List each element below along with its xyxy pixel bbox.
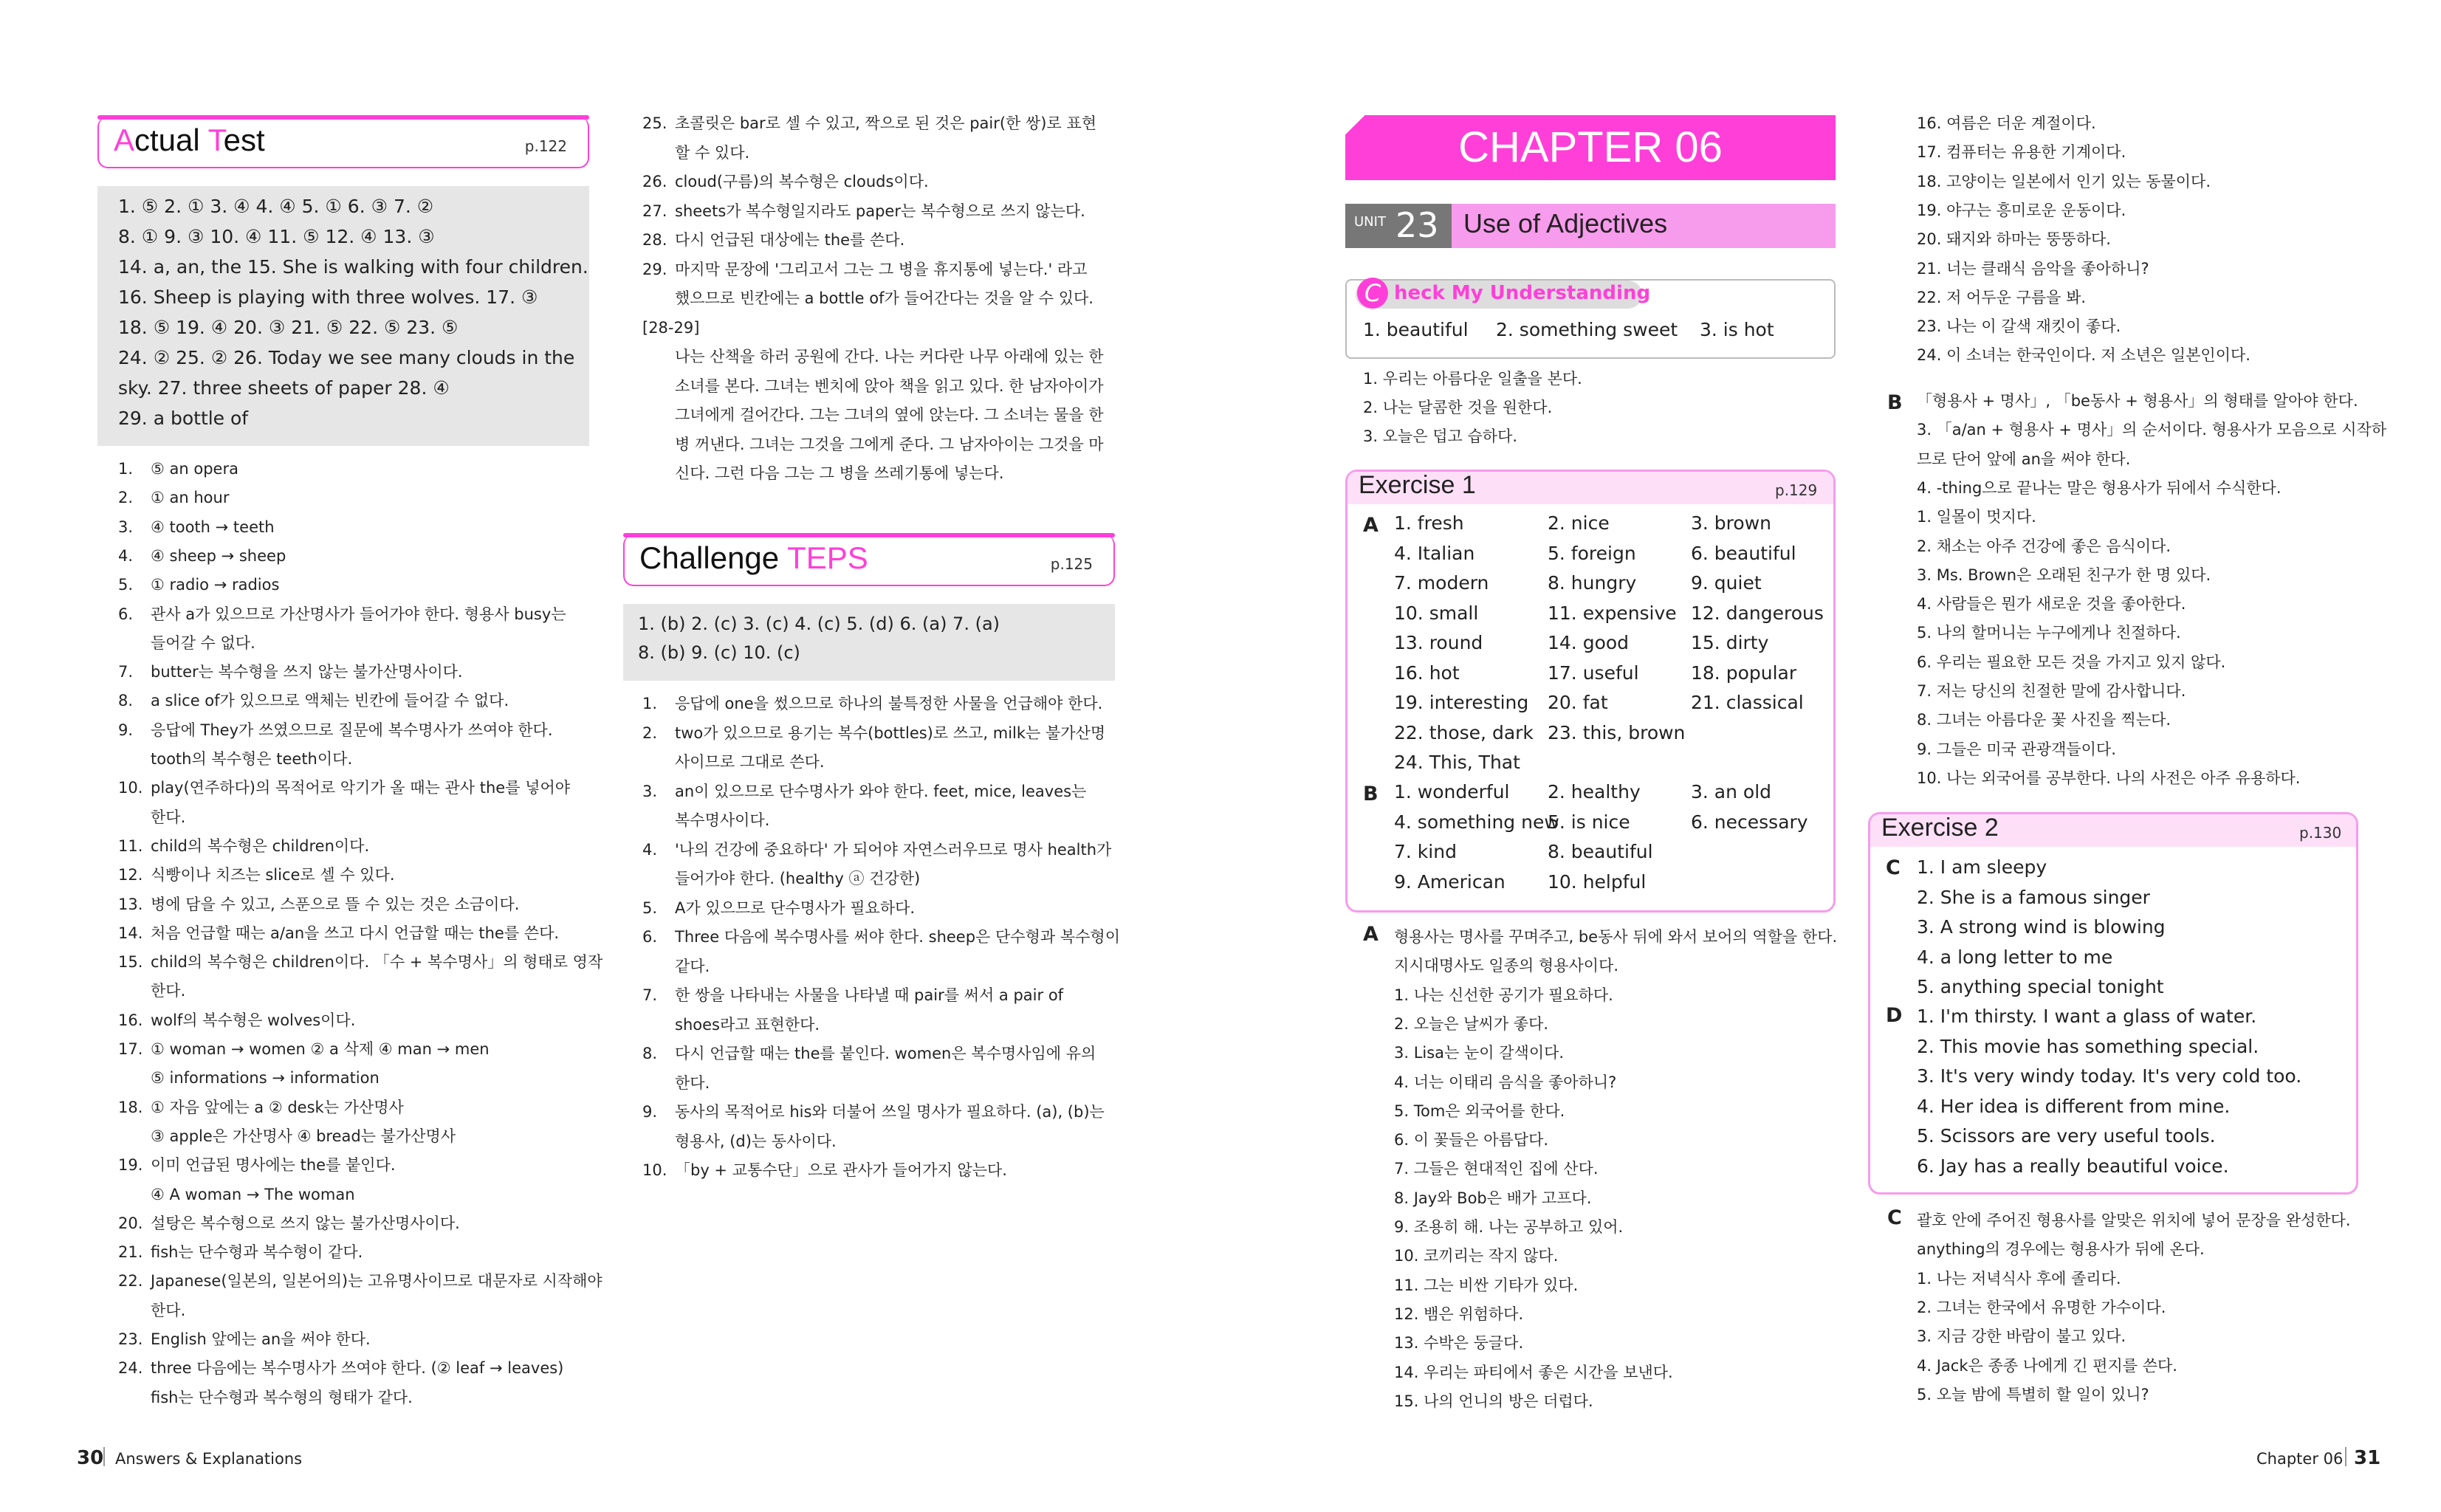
item-text: English 앞에는 an을 써야 한다.: [151, 1330, 371, 1348]
exercise1-b-item: 5. is nice: [1548, 811, 1630, 833]
unit-label: UNIT: [1354, 214, 1386, 230]
text-line: 18. 고양이는 일본에서 인기 있는 동물이다.: [1917, 172, 2211, 190]
item-text: 병 꺼낸다. 그녀는 그것을 그에게 준다. 그 남자아이는 그것을 마: [675, 435, 1104, 453]
exercise1-b-item: 2. healthy: [1548, 781, 1641, 803]
exercise1-b-item: 4. something new: [1394, 811, 1559, 833]
actual-test-header: [97, 117, 589, 168]
item-number: 7.: [118, 663, 134, 681]
exercise1-a-item: 3. brown: [1691, 512, 1771, 534]
text-line: 3. 「a/an + 형용사 + 명사」의 순서이다. 형용사가 모음으로 시작하: [1917, 421, 2387, 439]
text-line: 7. 저는 당신의 친절한 말에 감사합니다.: [1917, 682, 2186, 700]
chapter-title: CHAPTER 06: [1458, 123, 1723, 171]
item-text: ③ apple은 가산명사 ④ bread는 불가산명사: [151, 1127, 456, 1145]
item-text: ⑤ informations → information: [151, 1069, 380, 1087]
item-number: 21.: [118, 1243, 143, 1262]
item-number: 12.: [118, 866, 143, 884]
left-footer-divider: [103, 1447, 105, 1466]
exercise1-a-item: 21. classical: [1691, 692, 1804, 713]
unit-title: Use of Adjectives: [1463, 208, 1668, 238]
item-text: 들어갈 수 없다.: [151, 633, 255, 652]
item-text: 했으므로 빈칸에는 a bottle of가 들어간다는 것을 알 수 있다.: [675, 289, 1094, 307]
text-line: 9. 그들은 미국 관광객들이다.: [1917, 740, 2116, 758]
item-number: 7.: [642, 986, 658, 1004]
text-line: 24. ② 25. ② 26. Today we see many clouds in the: [118, 347, 575, 368]
item-text: ④ sheep → sheep: [151, 546, 286, 565]
item-text: child의 복수형은 children이다. 「수 + 복수명사」의 형태로 영작: [151, 953, 603, 972]
item-text: 관사 a가 있으므로 가산명사가 들어가야 한다. 형용사 busy는: [151, 605, 566, 623]
item-number: 4.: [642, 840, 658, 859]
right-footer-text: Chapter 06: [2256, 1450, 2344, 1468]
exercise1-a-item: 15. dirty: [1691, 632, 1769, 653]
item-text: 이미 언급된 명사에는 the를 붙인다.: [151, 1156, 396, 1175]
item-text: fish는 단수형과 복수형이 같다.: [151, 1243, 363, 1262]
col4-b-letter: B: [1887, 391, 1903, 414]
exercise2-d-item: 2. This movie has something special.: [1917, 1035, 2259, 1057]
item-text: fish는 단수형과 복수형의 형태가 같다.: [151, 1388, 413, 1406]
ex1-expl-a-letter: A: [1363, 923, 1379, 946]
item-number: 13.: [118, 895, 143, 913]
check-answer-2: 2. something sweet: [1496, 319, 1678, 340]
item-text: ① an hour: [151, 489, 230, 507]
exercise1-b-item: 8. beautiful: [1548, 841, 1653, 862]
item-text: Japanese(일본의, 일본어의)는 고유명사이므로 대문자로 시작해야: [151, 1272, 602, 1291]
item-number: 17.: [118, 1040, 143, 1058]
exercise1-a-item: 6. beautiful: [1691, 542, 1796, 564]
text-line: 3. 지금 강한 바람이 불고 있다.: [1917, 1327, 2126, 1346]
text-line: 형용사는 명사를 꾸며주고, be동사 뒤에 와서 보어의 역할을 한다.: [1394, 928, 1838, 946]
item-number: 8.: [642, 1045, 658, 1062]
item-text: 한다.: [151, 982, 186, 1000]
item-number: 20.: [118, 1214, 143, 1232]
item-number: 19.: [118, 1156, 143, 1175]
text-line: 5. 나의 할머니는 누구에게나 친절하다.: [1917, 624, 2181, 642]
exercise1-b-item: 3. an old: [1691, 781, 1772, 803]
item-number: 3.: [118, 518, 134, 536]
check-answer-1: 1. beautiful: [1363, 319, 1469, 340]
item-number: 8.: [118, 692, 134, 710]
text-line: 8. Jay와 Bob은 배가 고프다.: [1394, 1189, 1592, 1207]
text-line: 24. 이 소녀는 한국인이다. 저 소년은 일본인이다.: [1917, 346, 2251, 365]
check-header: heck My Understanding: [1394, 282, 1651, 304]
exercise1-a-item: 7. modern: [1394, 572, 1489, 594]
exercise1-a-item: 11. expensive: [1548, 602, 1677, 624]
item-number: 14.: [118, 924, 143, 942]
exercise1-b-item: 9. American: [1394, 870, 1506, 893]
text-line: 20. 돼지와 하마는 뚱뚱하다.: [1917, 230, 2111, 249]
exercise2-d-item: 4. Her idea is different from mine.: [1917, 1095, 2231, 1117]
exercise2-c-item: 5. anything special tonight: [1917, 976, 2164, 997]
exercise2-c-item: 4. a long letter to me: [1917, 946, 2113, 968]
exercise1-page: p.129: [1775, 481, 1818, 499]
text-line: 12. 뱀은 위험하다.: [1394, 1305, 1524, 1323]
exercise1-a-item: 16. hot: [1394, 662, 1460, 684]
text-line: anything의 경우에는 형용사가 뒤에 온다.: [1917, 1240, 2205, 1259]
exercise1-b-letter: B: [1363, 783, 1379, 805]
actual-test-title: Actual Test: [114, 123, 265, 157]
item-number: 6.: [118, 605, 134, 623]
exercise2-c-item: 1. I am sleepy: [1917, 856, 2047, 878]
text-line: 9. 조용히 해. 나는 공부하고 있어.: [1394, 1218, 1624, 1236]
challenge-header: [623, 535, 1115, 586]
exercise1-a-item: 20. fat: [1548, 692, 1608, 713]
exercise1-a-item: 5. foreign: [1548, 542, 1636, 564]
item-text: ① woman → women ② a 삭제 ④ man → men: [151, 1040, 490, 1058]
text-line: 8. 그녀는 아름다운 꽃 사진을 찍는다.: [1917, 711, 2172, 729]
item-number: 25.: [642, 114, 667, 132]
item-text: 사이므로 그대로 쓴다.: [675, 753, 825, 771]
text-line: 11. 그는 비싼 기타가 있다.: [1394, 1276, 1579, 1294]
item-number: 2.: [642, 724, 658, 742]
text-line: 18. ⑤ 19. ④ 20. ③ 21. ⑤ 22. ⑤ 23. ⑤: [118, 317, 459, 338]
check-answer-3: 3. is hot: [1700, 319, 1774, 340]
exercise1-a-item: 24. This, That: [1394, 752, 1520, 773]
exercise2-page: p.130: [2299, 824, 2342, 842]
item-text: 소녀를 본다. 그녀는 벤치에 앉아 책을 읽고 있다. 한 남자아이가: [675, 377, 1104, 395]
text-line: 6. 이 꽃들은 아름답다.: [1394, 1131, 1549, 1150]
item-text: child의 복수형은 children이다.: [151, 836, 370, 855]
text-line: 1. 나는 신선한 공기가 필요하다.: [1394, 986, 1613, 1004]
item-text: an이 있으므로 단수명사가 와야 한다. feet, mice, leaves는: [675, 782, 1087, 800]
item-number: 24.: [118, 1359, 143, 1378]
exercise1-a-item: 23. this, brown: [1548, 721, 1686, 743]
item-number: 3.: [642, 782, 658, 800]
exercise2-d-item: 1. I'm thirsty. I want a glass of water.: [1917, 1006, 2257, 1027]
right-page-number: 31: [2354, 1447, 2381, 1469]
item-text: Three 다음에 복수명사를 써야 한다. sheep은 단수형과 복수형이: [675, 928, 1120, 946]
exercise1-a-item: 10. small: [1394, 602, 1479, 624]
item-text: ⑤ an opera: [151, 460, 238, 478]
exercise1-a-item: 19. interesting: [1394, 692, 1529, 713]
text-line: 14. a, an, the 15. She is walking with four children.: [118, 256, 588, 278]
right-footer-divider: [2345, 1447, 2346, 1466]
item-text: 한 쌍을 나타내는 사물을 나타낼 때 pair를 써서 a pair of: [675, 986, 1064, 1004]
text-line: 므로 단어 앞에 an을 써야 한다.: [1917, 450, 2131, 468]
item-number: 26.: [642, 173, 667, 190]
item-number: 18.: [118, 1098, 143, 1116]
item-text: 응답에 one을 썼으므로 하나의 불특정한 사물을 언급해야 한다.: [675, 695, 1103, 712]
item-number: 15.: [118, 953, 143, 972]
text-line: 8. (b) 9. (c) 10. (c): [638, 642, 800, 663]
item-number: 1.: [642, 695, 658, 712]
exercise1-b-item: 10. helpful: [1548, 870, 1647, 893]
text-line: 16. 여름은 더운 계절이다.: [1917, 114, 2096, 132]
item-number: 10.: [642, 1161, 667, 1179]
item-number: [28-29]: [642, 318, 700, 337]
item-text: 설탕은 복수형으로 쓰지 않는 불가산명사이다.: [151, 1214, 460, 1232]
exercise1-a-item: 1. fresh: [1394, 512, 1464, 534]
item-text: 다시 언급된 대상에는 the를 쓴다.: [675, 231, 905, 249]
item-number: 6.: [642, 928, 658, 946]
text-line: 21. 너는 클래식 음악을 좋아하니?: [1917, 259, 2149, 278]
text-line: 4. 너는 이태리 음식을 좋아하니?: [1394, 1073, 1617, 1091]
text-line: 1. ⑤ 2. ① 3. ④ 4. ④ 5. ① 6. ③ 7. ②: [118, 196, 434, 217]
exercise1-a-item: 13. round: [1394, 632, 1483, 653]
text-line: 2. 나는 달콤한 것을 원한다.: [1363, 399, 1553, 416]
exercise1-a-letter: A: [1363, 514, 1379, 537]
item-text: play(연주하다)의 목적어로 악기가 올 때는 관사 the를 넣어야: [151, 779, 571, 797]
text-line: 1. (b) 2. (c) 3. (c) 4. (c) 5. (d) 6. (a) 7. (a): [638, 614, 1000, 634]
exercise1-a-item: 12. dangerous: [1691, 602, 1824, 624]
text-line: 4. Jack은 종종 나에게 긴 편지를 쓴다.: [1917, 1356, 2177, 1375]
item-text: 그녀에게 걸어간다. 그는 그녀의 옆에 앉는다. 그 소녀는 물을 한: [675, 406, 1104, 424]
item-text: tooth의 복수형은 teeth이다.: [151, 750, 353, 768]
item-text: 초콜릿은 bar로 셀 수 있고, 짝으로 된 것은 pair(한 쌍)로 표현: [675, 114, 1097, 132]
item-number: 9.: [642, 1103, 658, 1121]
text-line: 15. 나의 언니의 방은 더럽다.: [1394, 1392, 1593, 1410]
exercise1-a-item: 9. quiet: [1691, 572, 1762, 594]
text-line: 「형용사 + 명사」, 「be동사 + 형용사」의 형태를 알아야 한다.: [1917, 392, 2358, 410]
actual-test-page: p.122: [524, 137, 567, 155]
item-text: wolf의 복수형은 wolves이다.: [151, 1011, 356, 1029]
exercise2-d-item: 5. Scissors are very useful tools.: [1917, 1125, 2216, 1147]
left-page-number: 30: [77, 1447, 104, 1469]
text-line: 19. 야구는 흥미로운 운동이다.: [1917, 201, 2126, 219]
item-text: A가 있으므로 단수명사가 필요하다.: [675, 898, 916, 917]
text-line: 17. 컴퓨터는 유용한 기계이다.: [1917, 143, 2126, 162]
text-line: 2. 오늘은 날씨가 좋다.: [1394, 1014, 1549, 1033]
item-text: 한다.: [151, 808, 186, 826]
item-text: cloud(구름)의 복수형은 clouds이다.: [675, 173, 929, 190]
text-line: 29. a bottle of: [118, 408, 249, 429]
item-text: sheets가 복수형일지라도 paper는 복수형으로 쓰지 않는다.: [675, 202, 1085, 220]
item-text: 나는 산책을 하러 공원에 간다. 나는 커다란 나무 아래에 있는 한: [675, 348, 1104, 365]
item-text: 한다.: [675, 1073, 710, 1092]
text-line: 괄호 안에 주어진 형용사를 알맞은 위치에 넣어 문장을 완성한다.: [1917, 1212, 2351, 1229]
text-line: 3. Lisa는 눈이 갈색이다.: [1394, 1044, 1565, 1062]
text-line: 1. 일몰이 멋지다.: [1917, 508, 2036, 526]
exercise2-c-letter: C: [1886, 856, 1901, 879]
exercise2-c-item: 2. She is a famous singer: [1917, 886, 2150, 908]
text-line: 1. 나는 저녁식사 후에 졸리다.: [1917, 1269, 2121, 1288]
item-text: 응답에 They가 쓰였으므로 질문에 복수명사가 쓰여야 한다.: [151, 721, 553, 739]
text-line: 22. 저 어두운 구름을 봐.: [1917, 288, 2087, 306]
item-text: 마지막 문장에 '그리고서 그는 그 병을 휴지통에 넣는다.' 라고: [675, 260, 1088, 278]
item-text: ④ tooth → teeth: [151, 518, 275, 536]
item-text: 동사의 목적어로 his와 더불어 쓰일 명사가 필요하다. (a), (b)는: [675, 1103, 1105, 1121]
item-text: a slice of가 있으므로 액체는 빈칸에 들어갈 수 없다.: [151, 692, 509, 710]
item-number: 29.: [642, 260, 667, 278]
item-text: 「by + 교통수단」으로 관사가 들어가지 않는다.: [675, 1161, 1007, 1179]
text-line: sky. 27. three sheets of paper 28. ④: [118, 377, 450, 399]
exercise2-title: Exercise 2: [1881, 814, 1999, 842]
item-text: ① 자음 앞에는 a ② desk는 가산명사: [151, 1098, 404, 1116]
item-text: 한다.: [151, 1301, 186, 1319]
exercise1-a-item: 18. popular: [1691, 662, 1797, 684]
item-text: 처음 언급할 때는 a/an을 쓰고 다시 언급할 때는 the를 쓴다.: [151, 924, 560, 942]
item-number: 28.: [642, 231, 667, 249]
item-number: 23.: [118, 1330, 143, 1348]
item-text: 식빵이나 치즈는 slice로 셀 수 있다.: [151, 866, 395, 884]
item-number: 22.: [118, 1272, 143, 1291]
item-text: ① radio → radios: [151, 576, 280, 594]
item-text: ④ A woman → The woman: [151, 1185, 355, 1203]
text-line: 지시대명사도 일종의 형용사이다.: [1394, 957, 1619, 975]
item-text: '나의 건강에 중요하다' 가 되어야 자연스러우므로 명사 health가: [675, 840, 1112, 859]
exercise1-a-item: 17. useful: [1548, 662, 1639, 684]
item-text: 신다. 그런 다음 그는 그 병을 쓰레기통에 넣는다.: [675, 464, 1004, 482]
exercise1-a-item: 14. good: [1548, 632, 1630, 653]
text-line: 5. 오늘 밤에 특별히 할 일이 있니?: [1917, 1385, 2149, 1403]
exercise2-c-item: 3. A strong wind is blowing: [1917, 916, 2166, 938]
col4-c-letter: C: [1887, 1206, 1902, 1229]
exercise2-d-letter: D: [1886, 1004, 1903, 1027]
item-text: 다시 언급할 때는 the를 붙인다. women은 복수명사임에 유의: [675, 1045, 1096, 1062]
item-text: 들어가야 한다. (healthy ⓐ 건강한): [675, 870, 921, 887]
text-line: 2. 그녀는 한국에서 유명한 가수이다.: [1917, 1298, 2166, 1316]
item-text: shoes라고 표현한다.: [675, 1015, 820, 1034]
left-footer-text: Answers & Explanations: [115, 1450, 303, 1468]
text-line: 4. -thing으로 끝나는 말은 형용사가 뒤에서 수식한다.: [1917, 478, 2282, 497]
item-text: 형용사, (d)는 동사이다.: [675, 1132, 837, 1150]
exercise2-d-item: 6. Jay has a really beautiful voice.: [1917, 1155, 2229, 1177]
exercise1-b-item: 7. kind: [1394, 841, 1457, 862]
item-number: 27.: [642, 202, 667, 220]
text-line: 3. Ms. Brown은 오래된 친구가 한 명 있다.: [1917, 566, 2211, 584]
item-text: 병에 담을 수 있고, 스푼으로 뜰 수 있는 것은 소금이다.: [151, 895, 520, 913]
challenge-title: Challenge TEPS: [639, 540, 868, 575]
item-number: 10.: [118, 779, 143, 797]
item-number: 5.: [118, 576, 134, 594]
text-line: 6. 우리는 필요한 모든 것을 가지고 있지 않다.: [1917, 653, 2226, 671]
item-number: 9.: [118, 721, 134, 739]
text-line: 4. 사람들은 뭔가 새로운 것을 좋아한다.: [1917, 595, 2186, 614]
item-text: 같다.: [675, 957, 710, 975]
text-line: 3. 오늘은 덥고 습하다.: [1363, 427, 1518, 445]
item-text: two가 있으므로 용기는 복수(bottles)로 쓰고, milk는 불가산명: [675, 724, 1106, 742]
item-text: 복수명사이다.: [675, 811, 770, 829]
unit-number: 23: [1395, 205, 1439, 245]
item-text: butter는 복수형을 쓰지 않는 불가산명사이다.: [151, 663, 463, 681]
text-line: 2. 채소는 아주 건강에 좋은 음식이다.: [1917, 537, 2172, 555]
text-line: 5. Tom은 외국어를 한다.: [1394, 1102, 1565, 1120]
text-line: 10. 나는 외국어를 공부한다. 나의 사전은 아주 유용하다.: [1917, 769, 2301, 787]
text-line: 16. Sheep is playing with three wolves. 17. ③: [118, 286, 538, 308]
text-line: 10. 코끼리는 작지 않다.: [1394, 1247, 1559, 1265]
text-line: 1. 우리는 아름다운 일출을 본다.: [1363, 370, 1582, 388]
item-number: 4.: [118, 546, 134, 565]
text-line: 13. 수박은 둥글다.: [1394, 1334, 1524, 1353]
exercise1-title: Exercise 1: [1359, 471, 1476, 499]
check-c-icon: C: [1357, 278, 1388, 309]
challenge-page: p.125: [1050, 555, 1093, 573]
exercise1-a-item: 22. those, dark: [1394, 721, 1534, 743]
exercise1-a-item: 4. Italian: [1394, 542, 1475, 564]
item-text: 할 수 있다.: [675, 143, 750, 162]
text-line: 23. 나는 이 갈색 재킷이 좋다.: [1917, 317, 2121, 336]
exercise1-b-item: 6. necessary: [1691, 811, 1808, 833]
item-text: three 다음에는 복수명사가 쓰여야 한다. (② leaf → leaves): [151, 1359, 564, 1378]
text-line: 14. 우리는 파티에서 좋은 시간을 보낸다.: [1394, 1363, 1673, 1381]
item-number: 2.: [118, 489, 134, 507]
text-line: 8. ① 9. ③ 10. ④ 11. ⑤ 12. ④ 13. ③: [118, 226, 435, 247]
item-number: 1.: [118, 460, 134, 478]
item-number: 5.: [642, 898, 658, 917]
exercise1-a-item: 2. nice: [1548, 512, 1610, 534]
exercise2-d-item: 3. It's very windy today. It's very cold too.: [1917, 1065, 2302, 1087]
text-line: 7. 그들은 현대적인 집에 산다.: [1394, 1160, 1599, 1178]
item-number: 16.: [118, 1011, 143, 1029]
exercise1-b-item: 1. wonderful: [1394, 781, 1510, 803]
exercise1-a-item: 8. hungry: [1548, 572, 1637, 594]
item-number: 11.: [118, 836, 143, 855]
